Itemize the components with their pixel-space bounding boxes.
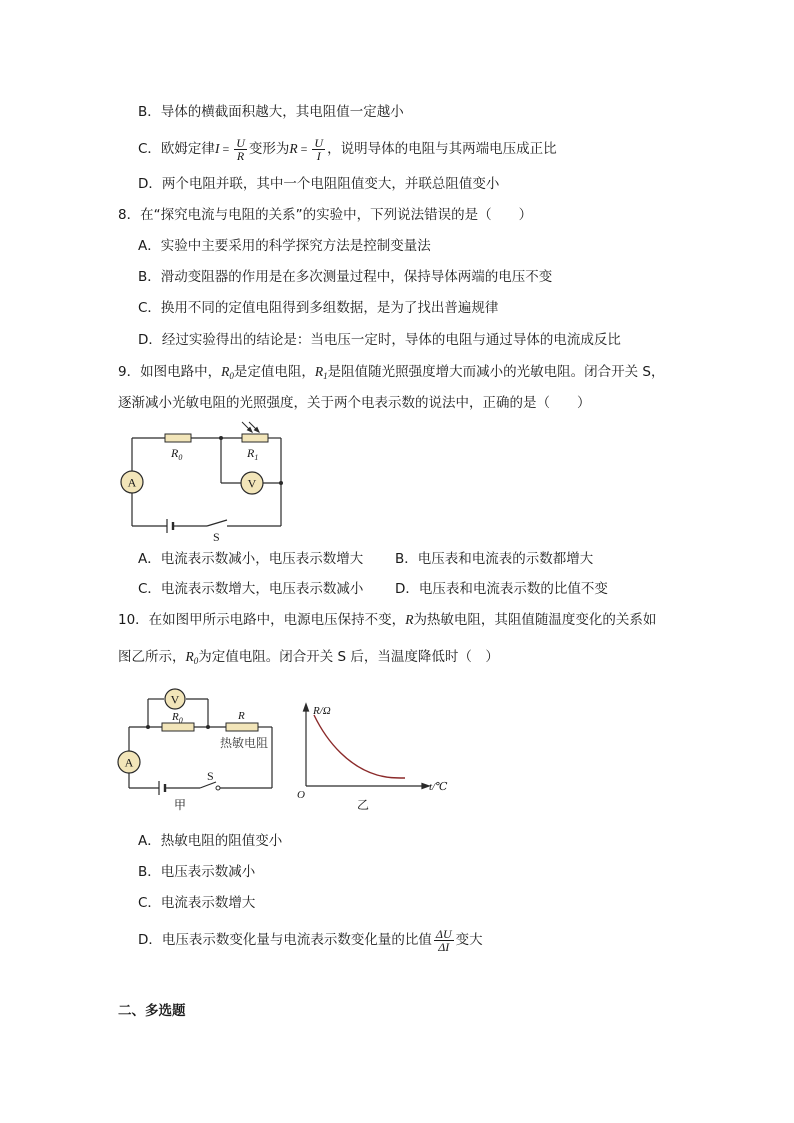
q10-resistance-temperature-graph xyxy=(295,700,465,820)
q7-option-b: B．导体的横截面积越大，其电阻值一定越小 xyxy=(138,104,404,120)
q9-option-d: D．电压表和电流表示数的比值不变 xyxy=(395,581,608,597)
q7-option-c: C．欧姆定律I = $\frac{U}{R}$ 变形为R = $\frac{U}{I}$ ，说明导体的电阻与其两端电压成正比 xyxy=(138,135,557,163)
q8-option-c: C．换用不同的定值电阻得到多组数据，是为了找出普遍规律 xyxy=(138,300,499,316)
q10-stem-line2: 图乙所示，$R_0$为定值电阻。闭合开关 S 后，当温度降低时（ ） xyxy=(118,649,499,666)
ammeter-label: A xyxy=(124,755,134,770)
q9-option-a: A．电流表示数减小，电压表示数增大 xyxy=(138,551,364,567)
junction-dot xyxy=(279,481,283,485)
fraction-u-over-i: $\frac{U}{I}$ xyxy=(314,135,324,163)
switch-label: S xyxy=(207,769,214,783)
y-axis-arrow xyxy=(304,704,309,711)
q10-option-c: C．电流表示数增大 xyxy=(138,895,256,911)
origin-label: O xyxy=(297,789,305,801)
fraction-u-over-r: $\frac{U}{R}$ xyxy=(236,135,245,163)
fraction-delta-u-over-delta-i: $\frac{\Delta U}{\Delta I}$ xyxy=(435,926,452,954)
q8-option-b: B．滑动变阻器的作用是在多次测量过程中，保持导体两端的电压不变 xyxy=(138,269,553,285)
q10-option-d: D．电压表示数变化量与电流表示数变化量的比值 $\frac{\Delta U}{\Delta I}$ 变大 xyxy=(138,926,483,954)
q9-circuit-diagram xyxy=(115,420,295,545)
r-label: R xyxy=(238,710,245,722)
thermistor-label: 热敏电阻 xyxy=(220,736,269,750)
q10-stem-line1: 10．在如图甲所示电路中，电源电压保持不变，R为热敏电阻，其阻值随温度变化的关系如 xyxy=(118,612,657,628)
switch-label: S xyxy=(213,530,220,544)
r1-label: $R_1$ xyxy=(247,446,259,462)
x-axis-arrow xyxy=(422,784,429,789)
q7-option-d: D．两个电阻并联，其中一个电阻阻值变大，并联总阻值变小 xyxy=(138,176,500,192)
q10-circuit-diagram xyxy=(112,684,292,814)
q10-option-a: A．热敏电阻的阻值变小 xyxy=(138,833,283,849)
thermistor-r xyxy=(226,723,258,731)
junction-dot xyxy=(206,725,210,729)
r0-label: $R_0$ xyxy=(172,711,183,725)
x-axis-label: t/℃ xyxy=(429,781,448,793)
q8-stem: 8．在“探究电流与电阻的关系”的实验中，下列说法错误的是（ ） xyxy=(118,207,533,223)
q9-stem-line2: 逐渐减小光敏电阻的光照强度，关于两个电表示数的说法中，正确的是（ ） xyxy=(118,395,591,411)
q9-option-b: B．电压表和电流表的示数都增大 xyxy=(395,551,594,567)
figure-caption-yi: 乙 xyxy=(357,798,370,812)
q10-option-b: B．电压表示数减小 xyxy=(138,864,256,880)
q9-option-c: C．电流表示数增大，电压表示数减小 xyxy=(138,581,364,597)
junction-dot xyxy=(146,725,150,729)
light-arrows-icon xyxy=(242,422,259,432)
switch-contact xyxy=(216,786,220,790)
y-axis-label: R/Ω xyxy=(313,705,331,717)
voltmeter-label: V xyxy=(170,692,180,707)
voltmeter-label: V xyxy=(247,476,257,491)
ammeter-label: A xyxy=(127,475,137,490)
photoresistor-r1 xyxy=(242,434,268,442)
r-vs-t-curve xyxy=(314,715,405,778)
section-heading-multiple-choice: 二、多选题 xyxy=(118,1003,186,1019)
q9-stem-line1: 9．如图电路中，$R_0$是定值电阻，$R_1$是阻值随光照强度增大而减小的光敏电阻。闭合开关 S， xyxy=(118,364,665,381)
resistor-r0 xyxy=(165,434,191,442)
r0-label: $R_0$ xyxy=(171,446,183,462)
q8-option-a: A．实验中主要采用的科学探究方法是控制变量法 xyxy=(138,238,431,254)
figure-caption-jia: 甲 xyxy=(174,798,187,812)
junction-dot xyxy=(219,436,223,440)
q8-option-d: D．经过实验得出的结论是：当电压一定时，导体的电阻与通过导体的电流成反比 xyxy=(138,332,621,348)
